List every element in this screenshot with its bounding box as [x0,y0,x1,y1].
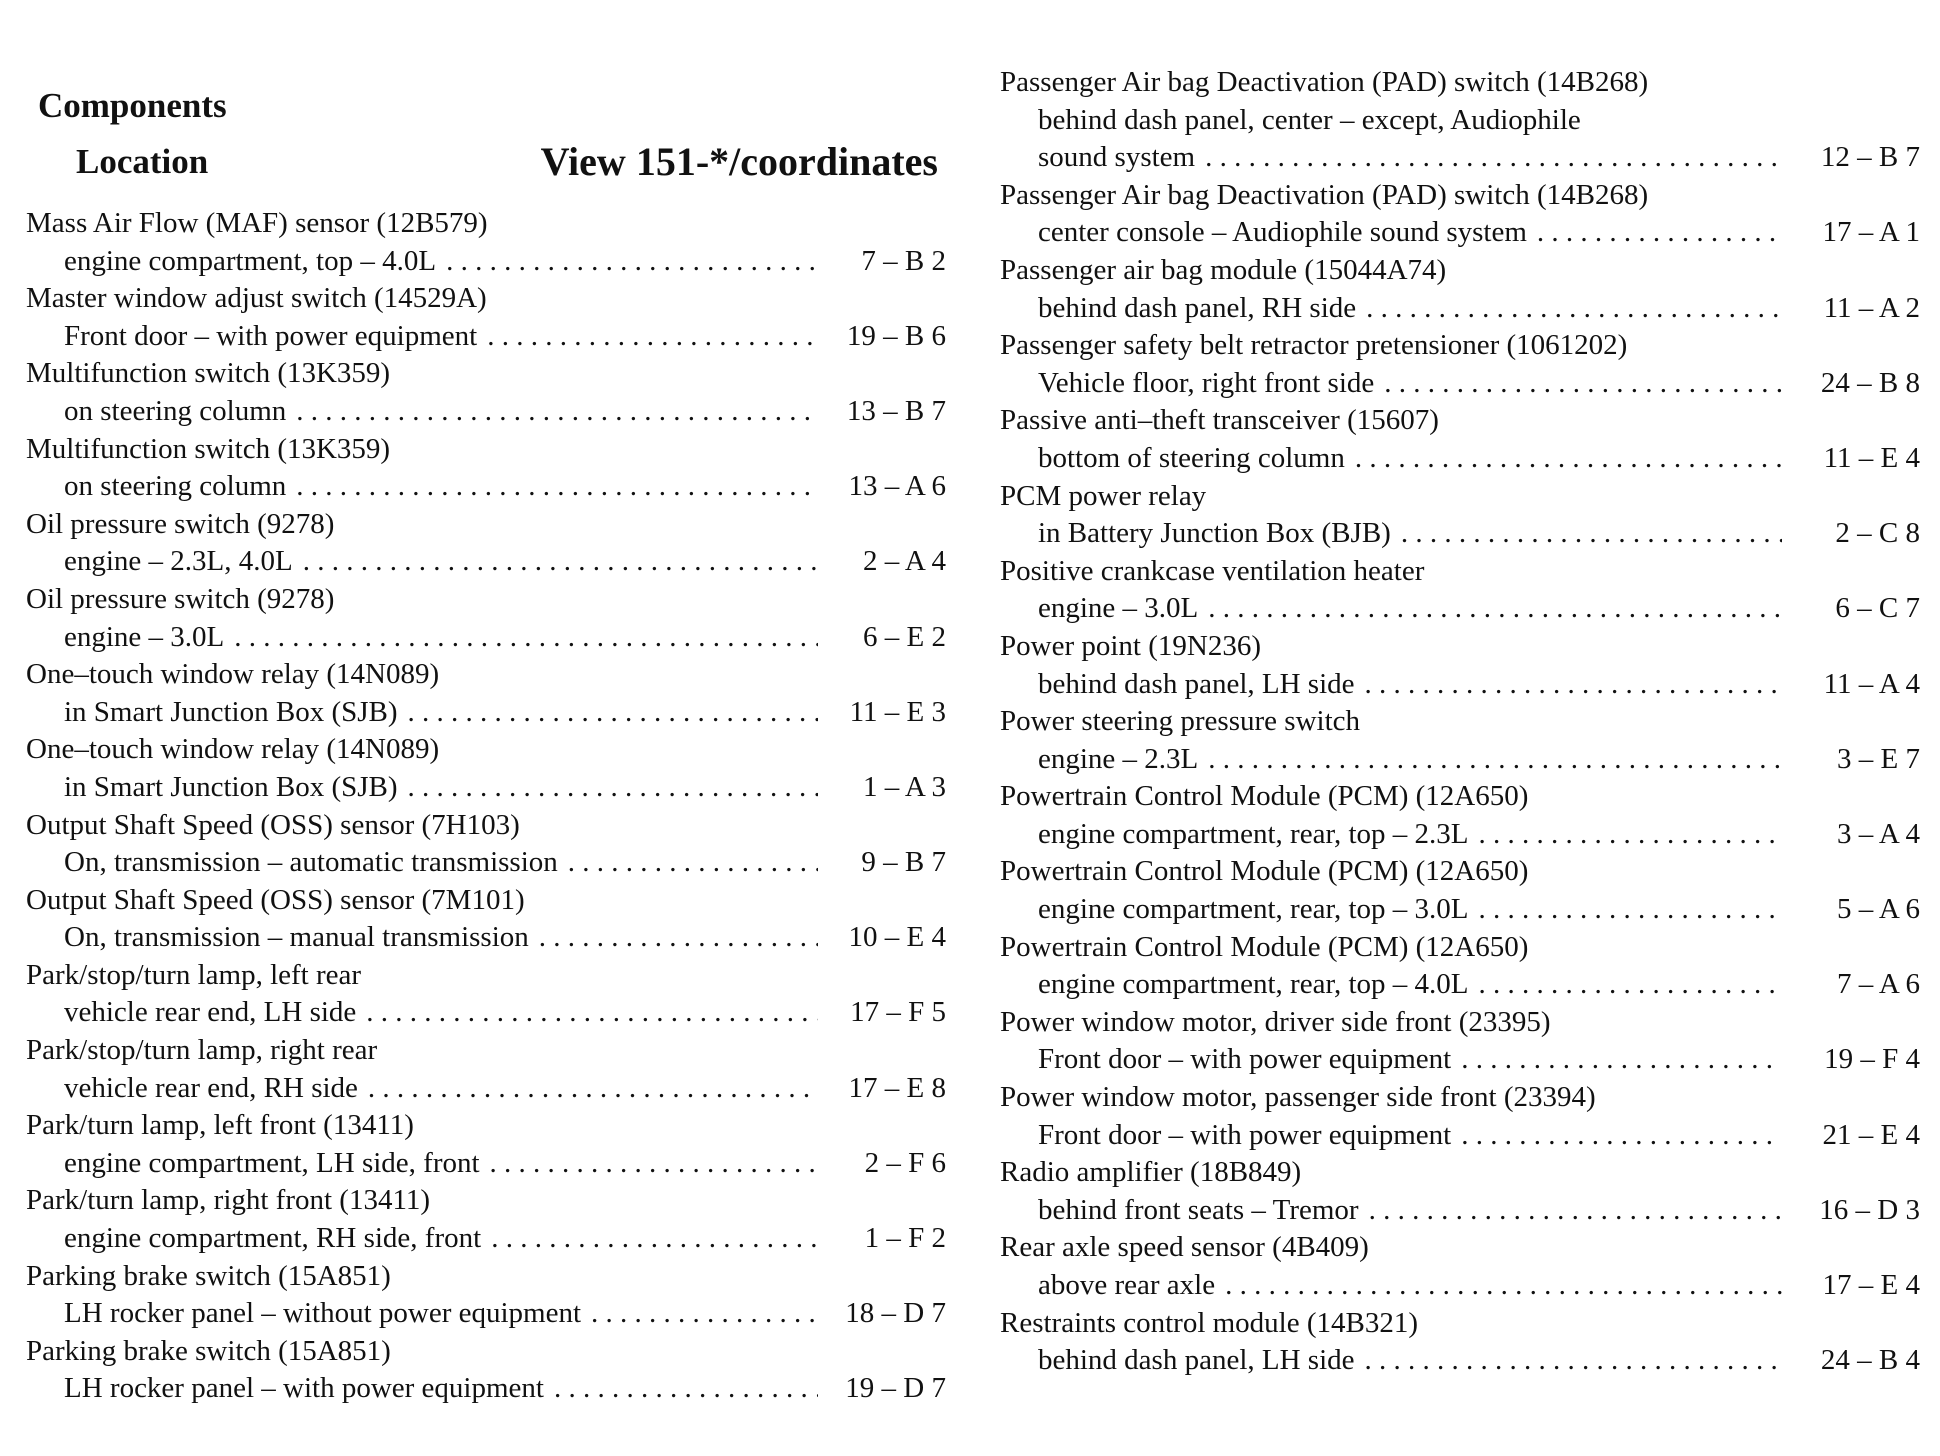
component-entry [26,731,946,806]
component-location: engine compartment, top – 4.0L [64,244,437,277]
dot-leader [568,844,818,882]
component-location-row [26,468,946,506]
component-entry [26,957,946,1032]
component-location-row [26,318,946,356]
component-entry [26,656,946,731]
component-location: in Smart Junction Box (SJB) [64,695,398,728]
component-location: on steering column [64,470,287,503]
component-entry [1000,402,1920,477]
component-location: behind dash panel, RH side [1038,291,1357,324]
component-location-row [1000,891,1920,929]
view-coordinate: 24 – B 8 [1820,366,1920,399]
dot-leader [408,769,818,807]
component-location: Front door – with power equipment [1038,1043,1452,1076]
component-location: engine – 3.0L [64,620,225,653]
component-entry [1000,1229,1920,1304]
view-coordinate: 19 – F 4 [1824,1043,1920,1076]
component-location-row [26,844,946,882]
component-location: behind dash panel, LH side [1038,667,1355,700]
dot-leader [1208,590,1782,628]
component-location-row [26,243,946,281]
component-location-row [1000,1117,1920,1155]
component-entry [1000,1004,1920,1079]
component-name: Multifunction switch (13K359) [26,357,391,390]
component-location-row [1000,440,1920,478]
component-entry [26,807,946,882]
component-entry [26,205,946,280]
component-location-row [26,1370,946,1408]
dot-leader [491,1220,818,1258]
view-coordinate: 19 – B 6 [846,319,946,352]
dot-leader [1225,1267,1782,1305]
dot-leader [446,243,818,281]
component-entry [1000,778,1920,853]
component-location: bottom of steering column [1038,441,1345,474]
left-component-list [26,205,946,1408]
view-coordinate: 3 – E 7 [1837,742,1920,775]
view-coordinate: 19 – D 7 [845,1372,946,1405]
component-entry [26,882,946,957]
view-coordinate: 1 – A 3 [863,770,946,803]
component-location-row [26,619,946,657]
component-location: Front door – with power equipment [1038,1118,1452,1151]
component-location-row [26,694,946,732]
view-coordinate: 2 – C 8 [1835,517,1920,550]
component-entry [1000,177,1920,252]
dot-leader [1365,1342,1782,1380]
component-location: engine compartment, RH side, front [64,1222,482,1255]
component-name: Passive anti–theft transceiver (15607) [1000,404,1439,437]
view-coordinate: 9 – B 7 [861,846,946,879]
component-name: Multifunction switch (13K359) [26,432,391,465]
dot-leader [1366,290,1782,328]
component-name: Output Shaft Speed (OSS) sensor (7H103) [26,808,520,841]
component-entry [1000,1154,1920,1229]
component-name: Powertrain Control Module (PCM) (12A650) [1000,855,1529,888]
component-location: vehicle rear end, LH side [64,996,357,1029]
component-location: behind front seats – Tremor [1038,1193,1359,1226]
component-location: on steering column [64,394,287,427]
component-location: behind dash panel, LH side [1038,1344,1355,1377]
component-entry [1000,628,1920,703]
dot-leader [1537,214,1782,252]
component-name: Power point (19N236) [1000,629,1261,662]
component-location: in Battery Junction Box (BJB) [1038,517,1391,550]
view-coordinate: 2 – F 6 [864,1146,946,1179]
view-coordinate: 1 – F 2 [864,1222,946,1255]
dot-leader [1365,666,1782,704]
view-coordinate: 16 – D 3 [1819,1193,1920,1226]
component-location: in Smart Junction Box (SJB) [64,770,398,803]
component-location-row [26,994,946,1032]
component-entry [1000,64,1920,177]
component-name: Park/turn lamp, right front (13411) [26,1184,431,1217]
view-coordinate: 6 – C 7 [1835,592,1920,625]
view-coordinate: 17 – E 4 [1822,1269,1920,1301]
component-location-row [1000,590,1920,628]
view-coordinate: 12 – B 7 [1820,141,1920,174]
view-coordinate: 10 – E 4 [848,921,946,954]
component-location-row [1000,966,1920,1004]
component-entry [26,1107,946,1182]
component-location-row [26,1145,946,1183]
component-location: LH rocker panel – with power equipment [64,1372,544,1405]
component-name: Passenger Air bag Deactivation (PAD) switch (14B268) [1000,66,1649,98]
dot-leader [1478,816,1782,854]
dot-leader [366,994,818,1032]
dot-leader [1208,741,1782,779]
component-entry [26,581,946,656]
component-name: Radio amplifier (18B849) [1000,1156,1302,1189]
view-coordinate: 11 – A 4 [1823,667,1920,700]
view-coordinate: 17 – A 1 [1822,216,1920,249]
component-location-row [1000,365,1920,403]
component-entry [26,431,946,506]
component-name: Oil pressure switch (9278) [26,582,335,615]
view-coordinate: 13 – A 6 [848,470,946,503]
component-location-row [26,1220,946,1258]
right-component-list [1000,64,1920,1380]
view-coordinates-column-header: View 151-*/coordinates [540,139,938,184]
component-location-row [26,919,946,957]
component-location-row [1000,816,1920,854]
view-coordinate: 17 – F 5 [850,996,946,1029]
component-name: Passenger Air bag Deactivation (PAD) switch (14B268) [1000,178,1649,211]
component-location-row [26,543,946,581]
component-name: One–touch window relay (14N089) [26,733,440,766]
view-coordinate: 7 – A 6 [1837,968,1920,1001]
component-entry [26,1032,946,1107]
location-column-header: Location [76,142,209,181]
view-coordinate: 3 – A 4 [1837,817,1920,850]
component-entry [1000,1305,1920,1380]
component-name: Oil pressure switch (9278) [26,507,335,540]
component-name: Park/turn lamp, left front (13411) [26,1109,414,1142]
view-coordinate: 21 – E 4 [1822,1118,1920,1151]
component-location-row [1000,214,1920,252]
component-location: above rear axle [1038,1269,1216,1301]
dot-leader [490,1145,818,1183]
dot-leader [1461,1041,1782,1079]
component-location-row [1000,290,1920,328]
component-name: Power window motor, passenger side front (23394) [1000,1081,1596,1114]
dot-leader [1369,1192,1782,1230]
component-location: On, transmission – manual transmission [64,921,529,954]
component-location-line: behind dash panel, center – except, Audiophile [1038,103,1581,136]
component-location-row [26,1070,946,1108]
view-coordinate: 6 – E 2 [863,620,946,653]
component-location: Vehicle floor, right front side [1038,366,1375,399]
component-name: Parking brake switch (15A851) [26,1259,391,1292]
view-coordinate: 5 – A 6 [1837,893,1920,926]
component-name: PCM power relay [1000,479,1207,512]
component-location: engine – 2.3L, 4.0L [64,545,293,578]
dot-leader [1205,139,1782,177]
component-location-row [1000,1267,1920,1305]
component-entry [1000,327,1920,402]
view-coordinate: 2 – A 4 [863,545,946,578]
view-coordinate: 7 – B 2 [861,244,946,277]
dot-leader [1384,365,1782,403]
component-location: engine compartment, rear, top – 2.3L [1038,817,1469,850]
dot-leader [1461,1117,1782,1155]
component-entry [26,355,946,430]
component-entry [1000,853,1920,928]
component-name: Output Shaft Speed (OSS) sensor (7M101) [26,883,525,916]
component-name: Powertrain Control Module (PCM) (12A650) [1000,930,1529,963]
dot-leader [303,543,818,581]
dot-leader [1355,440,1782,478]
component-name: Mass Air Flow (MAF) sensor (12B579) [26,207,488,239]
dot-leader [408,694,818,732]
dot-leader [539,919,818,957]
component-entry [26,280,946,355]
component-name: Powertrain Control Module (PCM) (12A650) [1000,780,1529,813]
component-location-row [1000,741,1920,779]
component-location-row [26,1295,946,1333]
component-entry [1000,252,1920,327]
component-location: engine compartment, rear, top – 4.0L [1038,968,1469,1001]
component-name: Restraints control module (14B321) [1000,1306,1419,1339]
component-location-row [26,769,946,807]
view-coordinate: 11 – A 2 [1823,291,1920,324]
dot-leader [487,318,818,356]
component-location-row [1000,1342,1920,1380]
view-coordinate: 11 – E 3 [849,695,946,728]
component-location-row [1000,515,1920,553]
component-location: engine – 3.0L [1038,592,1199,625]
view-coordinate: 18 – D 7 [845,1297,946,1330]
dot-leader [1401,515,1782,553]
dot-leader [554,1370,818,1408]
component-entry [1000,703,1920,778]
component-location: Front door – with power equipment [64,319,478,352]
component-name: Passenger air bag module (15044A74) [1000,253,1447,286]
component-location: engine – 2.3L [1038,742,1199,775]
component-entry [1000,553,1920,628]
component-name: Passenger safety belt retractor pretensioner (1061202) [1000,329,1628,362]
dot-leader [591,1295,818,1333]
dot-leader [296,393,818,431]
view-coordinate: 13 – B 7 [846,394,946,427]
component-location-row [1000,139,1920,177]
component-location: sound system [1038,141,1196,174]
view-coordinate: 11 – E 4 [1823,441,1920,474]
component-entry [1000,478,1920,553]
component-name: Power steering pressure switch [1000,705,1360,738]
component-location: center console – Audiophile sound system [1038,216,1527,249]
component-location: vehicle rear end, RH side [64,1071,358,1104]
component-name: Park/stop/turn lamp, right rear [26,1034,378,1067]
view-coordinate: 17 – E 8 [848,1071,946,1104]
component-name: Parking brake switch (15A851) [26,1334,391,1367]
component-name: Park/stop/turn lamp, left rear [26,958,362,991]
component-entry [26,506,946,581]
dot-leader [234,619,818,657]
component-location: LH rocker panel – without power equipment [64,1297,582,1330]
component-name: Rear axle speed sensor (4B409) [1000,1231,1369,1264]
view-coordinate: 24 – B 4 [1820,1344,1920,1377]
component-entry [1000,1079,1920,1154]
component-entry [26,1258,946,1333]
component-location-row [1000,1041,1920,1079]
component-location-row [26,393,946,431]
component-location: On, transmission – automatic transmission [64,846,558,879]
dot-leader [368,1070,818,1108]
dot-leader [1478,891,1782,929]
component-entry [1000,929,1920,1004]
component-name: Positive crankcase ventilation heater [1000,554,1425,587]
dot-leader [1478,966,1782,1004]
component-name: One–touch window relay (14N089) [26,658,440,691]
component-entry [26,1182,946,1257]
component-name: Power window motor, driver side front (23395) [1000,1005,1551,1038]
page-title: Components [38,86,227,125]
component-location: engine compartment, rear, top – 3.0L [1038,893,1469,926]
component-location: engine compartment, LH side, front [64,1146,480,1179]
component-entry [26,1333,946,1408]
component-name: Master window adjust switch (14529A) [26,282,487,315]
dot-leader [296,468,818,506]
component-location-row [1000,666,1920,704]
component-location-row [1000,1192,1920,1230]
